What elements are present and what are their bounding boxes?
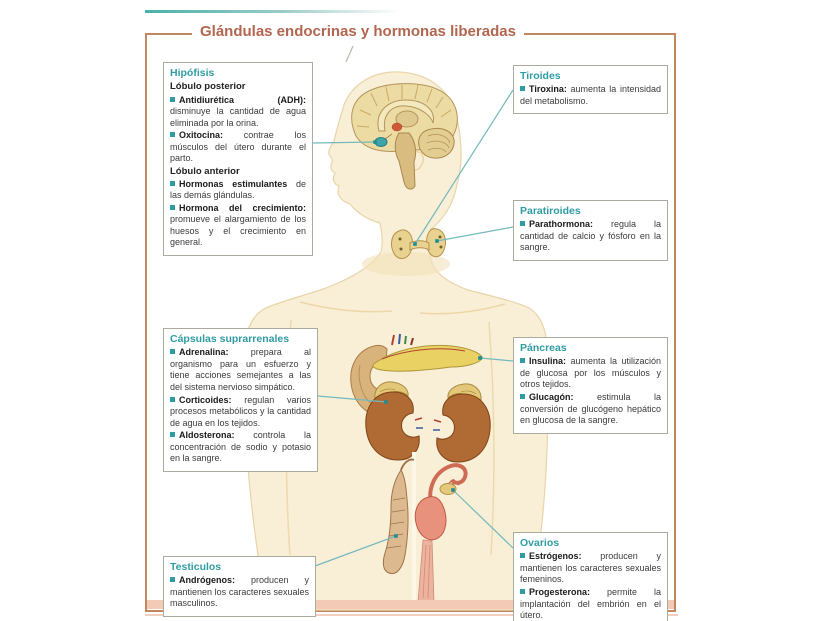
- hormone-item: Antidiurética (ADH): disminuye la cantidad de agua eliminada por la orina.: [170, 94, 306, 128]
- bullet-square-icon: [170, 577, 175, 582]
- box-title: Cápsulas suprarrenales: [170, 333, 290, 345]
- bullet-square-icon: [170, 432, 175, 437]
- box-title: Hipófisis: [170, 67, 215, 79]
- box-title: Páncreas: [520, 342, 567, 354]
- box-title: Testiculos: [170, 561, 222, 573]
- hormone-item: Adrenalina: prepara al organismo para un esfuerzo y tiene acciones semejantes a las del sistema nervioso simpático.: [170, 347, 311, 392]
- hormone-item: Corticoides: regulan varios procesos metabólicos y la cantidad de agua en los tejidos.: [170, 394, 311, 428]
- title-stub-line: [346, 46, 353, 62]
- bullet-square-icon: [520, 86, 525, 91]
- hormone-item: Glucagón: estimula la conversión de glucógeno hepático en glucosa de la sangre.: [520, 391, 661, 426]
- bullet-square-icon: [520, 589, 525, 594]
- bullet-square-icon: [170, 181, 175, 186]
- connector-paratiroides: [437, 227, 513, 241]
- hormone-item: Progesterona: permite la implantación del embrión en el útero.: [520, 586, 661, 621]
- info-box-paratiroides: [513, 200, 668, 261]
- info-box-capsulas-suprarrenales: [163, 328, 318, 472]
- hormone-item: Hormona del crecimiento: promueve el alargamiento de los huesos y el crecimiento en general.: [170, 202, 306, 248]
- box-title: Tiroides: [520, 70, 561, 82]
- info-box-testiculos: [163, 556, 316, 617]
- hormone-item: Tiroxina: aumenta la intensidad del metabolismo.: [520, 84, 661, 106]
- bullet-square-icon: [520, 358, 525, 363]
- hypothalamus: [392, 123, 402, 131]
- hormone-item: Oxitocina: contrae los músculos del útero durante el parto.: [170, 130, 306, 164]
- info-box-tiroides: [513, 65, 668, 114]
- bullet-square-icon: [170, 132, 175, 137]
- box-title: Paratiroides: [520, 205, 581, 217]
- bullet-square-icon: [520, 553, 525, 558]
- info-box-ovarios: [513, 532, 668, 621]
- info-box-pancreas: [513, 337, 668, 434]
- bullet-square-icon: [170, 397, 175, 402]
- box-title: Ovarios: [520, 537, 560, 549]
- cerebellum: [419, 128, 455, 158]
- bullet-square-icon: [170, 349, 175, 354]
- hormone-item: Insulina: aumenta la utilización de glucosa por los músculos y otros tejidos.: [520, 356, 661, 390]
- page-title: Glándulas endocrinas y hormonas liberadas: [192, 23, 524, 40]
- bullet-square-icon: [170, 205, 175, 210]
- bullet-square-icon: [520, 394, 525, 399]
- hormone-item: Parathormona: regula la cantidad de calcio y fósforo en la sangre.: [520, 219, 661, 253]
- bullet-square-icon: [520, 221, 525, 226]
- info-box-hipofisis: [163, 62, 313, 256]
- hormone-item: Andrógenos: producen y mantienen los caracteres sexuales masculinos.: [170, 575, 309, 609]
- hormone-item: Aldosterona: controla la concentración de sodio y potasio en la sangre.: [170, 430, 311, 464]
- hormone-item: Estrógenos: producen y mantienen los caracteres sexuales femeninos.: [520, 551, 661, 585]
- box-subheading: Lóbulo anterior: [170, 165, 240, 177]
- bullet-square-icon: [170, 97, 175, 102]
- box-subheading: Lóbulo posterior: [170, 81, 246, 93]
- hormone-item: Hormonas estimulantes de las demás glándulas.: [170, 178, 306, 201]
